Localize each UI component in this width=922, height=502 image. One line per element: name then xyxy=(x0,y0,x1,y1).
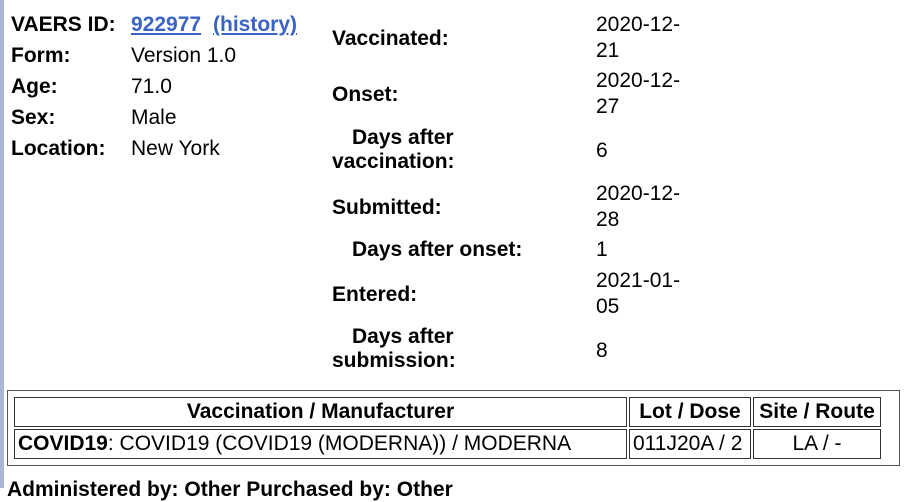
days-after-vaccination-label-line2: vaccination: xyxy=(332,150,455,173)
days-after-submission-label-line1: Days after xyxy=(352,325,454,348)
vaccination-table xyxy=(12,395,883,461)
days-after-onset-value: 1 xyxy=(596,238,608,261)
table-header-row xyxy=(14,397,881,427)
entered-label: Entered: xyxy=(332,283,418,306)
location-label: Location: xyxy=(11,137,106,160)
history-link[interactable]: (history) xyxy=(213,13,297,36)
lot-dose-cell: 011J20A / 2 xyxy=(629,429,751,459)
days-after-vaccination-value: 6 xyxy=(596,139,608,162)
vaccine-description: : COVID19 (COVID19 (MODERNA)) / MODERNA xyxy=(107,432,572,455)
sex-value: Male xyxy=(131,106,177,129)
onset-date-line1: 2020-12- xyxy=(596,69,681,92)
entered-date-line1: 2021-01- xyxy=(596,269,681,292)
days-after-submission-label-line2: submission: xyxy=(332,349,456,372)
vaccinated-date-line2: 21 xyxy=(596,39,620,62)
sex-label: Sex: xyxy=(11,106,56,129)
table-row xyxy=(14,429,881,459)
submitted-date-line1: 2020-12- xyxy=(596,182,681,205)
age-label: Age: xyxy=(11,75,58,98)
header-site-route: Site / Route xyxy=(753,397,881,427)
form-value: Version 1.0 xyxy=(131,44,237,67)
entered-date-line2: 05 xyxy=(596,295,620,318)
days-after-submission-value: 8 xyxy=(596,339,608,362)
vaccinated-date-line1: 2020-12- xyxy=(596,13,681,36)
vaers-id-label: VAERS ID: xyxy=(11,13,116,36)
site-route-cell: LA / - xyxy=(753,429,881,459)
vaers-id-link[interactable]: 922977 xyxy=(131,13,202,36)
submitted-date-line2: 28 xyxy=(596,208,620,231)
onset-label: Onset: xyxy=(332,83,399,106)
vaccine-type: COVID19 xyxy=(18,432,108,455)
header-lot-dose: Lot / Dose xyxy=(629,397,751,427)
onset-date-line2: 27 xyxy=(596,95,620,118)
submitted-label: Submitted: xyxy=(332,196,442,219)
vaccination-table-frame xyxy=(7,390,900,466)
location-value: New York xyxy=(131,137,220,160)
age-value: 71.0 xyxy=(131,75,172,98)
days-after-vaccination-label-line1: Days after xyxy=(352,126,454,149)
vaccinated-label: Vaccinated: xyxy=(332,27,449,50)
left-border xyxy=(0,0,4,488)
days-after-onset-label: Days after onset: xyxy=(352,238,523,261)
administered-purchased-line: Administered by: Other Purchased by: Other xyxy=(7,478,453,501)
vaccine-cell xyxy=(14,429,627,459)
form-label: Form: xyxy=(11,44,71,67)
header-vaccination-manufacturer: Vaccination / Manufacturer xyxy=(14,397,627,427)
